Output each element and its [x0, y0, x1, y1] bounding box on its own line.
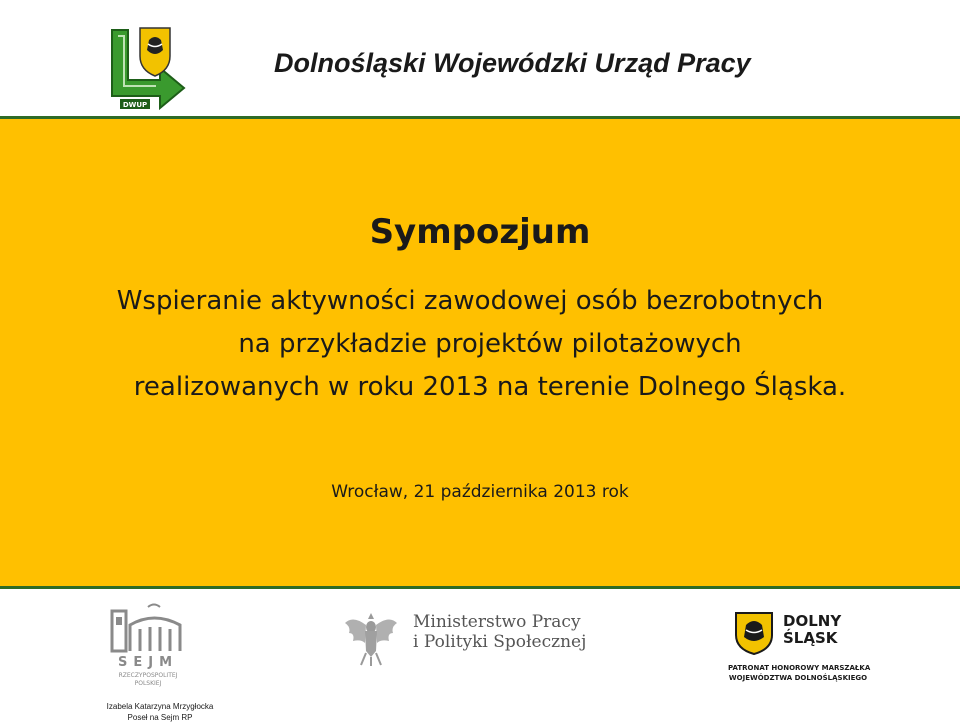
- deputy-name: Izabela Katarzyna Mrzygłocka: [106, 702, 214, 711]
- sejm-subtitle: [80, 672, 216, 688]
- ministry-name: [413, 612, 586, 652]
- subtitle-line: Wspieranie aktywności zawodowej osób bezrobotnych: [116, 286, 824, 316]
- header: [0, 0, 960, 117]
- dolny-slask-logo: [728, 611, 878, 711]
- subtitle-line: na przykładzie projektów pilotażowych: [238, 329, 742, 359]
- dwup-logo-text: DWUP: [122, 101, 148, 109]
- ministry-name-line: i Polityki Społecznej: [413, 632, 587, 652]
- org-title: Dolnośląski Wojewódzki Urząd Pracy: [274, 48, 751, 78]
- dolny-slask-wordmark: [783, 613, 841, 647]
- patronage-caption: [728, 663, 871, 683]
- sejm-subtitle-line: POLSKIEJ: [134, 680, 162, 687]
- patronage-line: WOJEWÓDZTWA DOLNOŚLĄSKIEGO: [728, 674, 868, 682]
- dolny-slask-word: ŚLĄSK: [783, 629, 838, 647]
- sejm-building-icon: [110, 601, 186, 653]
- subtitle-line: realizowanych w roku 2013 na terenie Dolnego Śląska.: [133, 372, 847, 402]
- silesia-shield-icon: [734, 611, 774, 655]
- dwup-logo-icon: [106, 22, 186, 112]
- slide-heading: Sympozjum: [369, 212, 591, 252]
- slide-subtitle: [40, 280, 940, 409]
- event-date: Wrocław, 21 października 2013 rok: [331, 482, 629, 502]
- dolny-slask-word: DOLNY: [783, 612, 842, 630]
- ministry-logo: [343, 609, 613, 669]
- sejm-wordmark: SEJM: [117, 655, 179, 670]
- footer: [0, 589, 960, 720]
- sejm-subtitle-line: RZECZYPOSPOLITEJ: [118, 672, 178, 679]
- deputy-role: Poseł na Sejm RP: [127, 713, 193, 722]
- sejm-logo: [80, 601, 230, 721]
- patronage-line: PATRONAT HONOROWY MARSZAŁKA: [728, 664, 871, 672]
- ministry-name-line: Ministerstwo Pracy: [413, 612, 581, 632]
- polish-eagle-icon: [343, 609, 399, 667]
